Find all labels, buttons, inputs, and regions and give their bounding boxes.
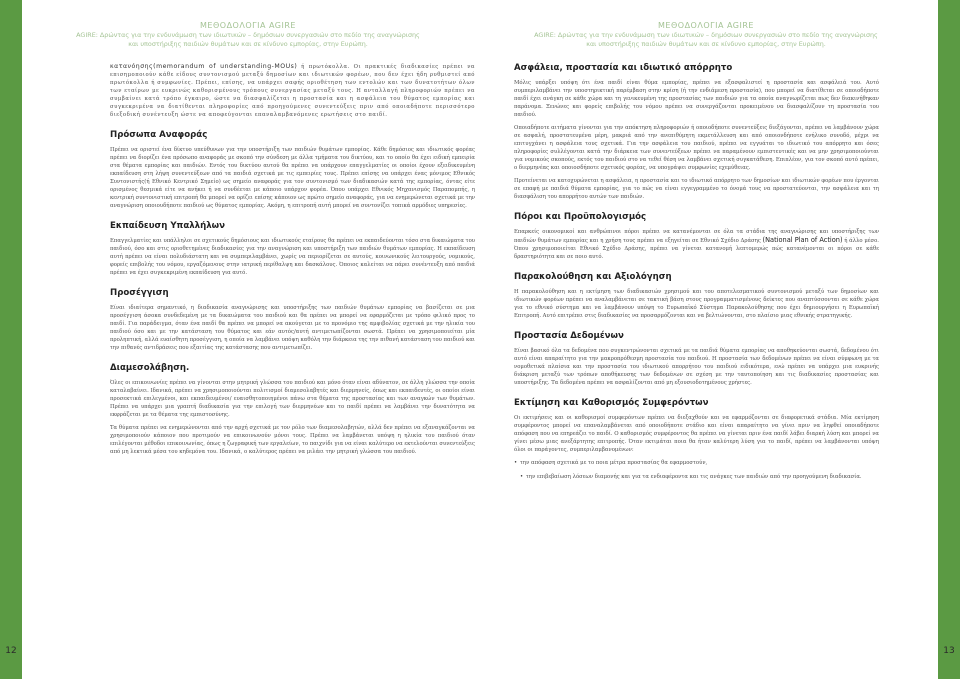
- section-paragraph: Όλες οι επικοινωνίες πρέπει να γίνονται στην μητρική γλώσσα του παιδιού και μόνο όταν είναι αδύνατον, σε άλλη γλώσσα την οποία καταλαβαίνει. Ιδανικά, πρέπει να χρησιμοποιούνται πολιτισμοί διαμεσολαβητές και διερμηνείς, όπως και εκπαιδευτές, οι οποίοι είναι προσεκτικά επιλεγμένοι, και εκπαιδευμένοι/ ευαισθητοποιημένοι πάνω στα θέματα της προστασίας και των αναγκών των θυμάτων. Πρέπει να υπάρχει μια γραπτή διαδικασία για την επιλογή των διερμηνέων και το παιδί πρέπει να λαμβάνει την δυνατότητα να εκφράζεται με τα θέματα της εμπιστοσύνης.: [110, 380, 475, 418]
- section-heading: Προστασία Δεδομένων: [514, 331, 624, 341]
- header-title: ΜΕΘΟΔΟΛΟΓΙΑ AGIRE: [200, 21, 296, 30]
- list-item: • την επιβεβαίωση λόσεων διαμονής και για τα ενδιαφέροντα και τις ανάγκες των παιδιών από την προηγούμενη διαδικασία.: [520, 473, 879, 481]
- header-subtitle-line1: AGIRE: Δρώντας για την ενδυνάμωση των ιδιωτικών – δημόσιων συνεργασιών στο πεδίο της αναγνώρισης: [534, 30, 878, 39]
- section-heading: Εκτίμηση και Καθορισμός Συμφερόντων: [514, 398, 709, 408]
- section-paragraph: Οποιαδήποτε αιτήματα γίνονται για την απόκτηση πληροφοριών ή οποιοδήποτε συνεντεύξεις διεξάγονται, πρέπει να λαμβάνουν χώρα σε ασφαλή, προστατευμένα μέρη, μακριά από την ανεπιθύμητη εκμετάλλευση και από οποιονδήποτε ενήλικο συνοδό, μέχρι να επιτυγχάνει η ασφάλεια τους σχετικά. Για την ασφάλεια του παιδιού, πρέπει να εγγυάται το ιδιωτικό του απόρρητο και όσες πληροφορίες συλλέγονται κατά την διάρκεια των συνεντεύξεων πρέπει να παραμένουν εμπιστευτικές και να μην χρησιμοποιούνται για νομικούς σκοπούς, εκτός του παιδιού στο να τεθεί θέση να λαμβάνει σχετική συγκατάθεση. Επιπλέον, για τον σκοπό αυτό πρέπει, ο διερμηνέας και οποιοσδήποτε σχετικός φορέας, να υπογράψει συμφωνίες εχεμύθειας.: [514, 125, 879, 171]
- header-subtitle-line2: και υποστήριξης παιδιών θυμάτων και σε κίνδυνο εμπορίας, στην Ευρώπη.: [128, 40, 368, 48]
- page-number-left: 12: [5, 646, 17, 656]
- section-heading: Εκπαίδευση Υπαλλήλων: [110, 221, 226, 231]
- left-page-column: [110, 63, 475, 461]
- national-plan-reference: (National Plan of Action): [762, 236, 843, 244]
- page-number-right: 13: [943, 646, 955, 656]
- section-heading: Παρακολούθηση και Αξιολόγηση: [514, 272, 672, 282]
- header-title: ΜΕΘΟΔΟΛΟΓΙΑ AGIRE: [658, 21, 754, 30]
- right-page-column: [514, 63, 879, 487]
- section-paragraph: Οι εκτιμήσεις και οι καθορισμοί συμφερόντων πρέπει να διεξαχθούν και να εφαρμόζονται σε διαφορετικά στάδια. Μία εκτίμηση συμφέροντος μπορεί να επαναλαμβάνεται από οποιοδήποτε στάδιο και είναι απαραίτητο να γίνει πριν να ληφθεί οποιαδήποτε απόφαση που να επηρεάζει το παιδί. Ο καθορισμός συμφέροντος θα πρέπει να γίνεται πριν ένα παιδί λάβει διαρκή λύση και μπορεί να γίνει μέσω μιας ανεξάρτητης επιτροπής. Όταν εκτιμάται ποια θα ήταν καλύτερη λύση για το παιδί, πρέπει να λαμβάνονται υπόψη όλοι οι παράγοντες, συμπεριλαμβανομένων:: [514, 415, 879, 453]
- bullet-list: [514, 459, 879, 481]
- resources-paragraph: [514, 228, 879, 261]
- section-paragraph: Είναι ιδιαίτερα σημαντικό, η διαδικασία αναγνώρισης και υποστήριξης των παιδιών θυμάτων εμπορίας να βασίζεται σε μια προσέγγιση άσοκα συνδεδεμένη με τα δικαιώματα του παιδιού και θα πρέπει να μπορεί να εφαρμόζεται με τρόπο φιλικό προς το παιδί. Για παράδειγμα, όταν ένα παιδί θα πρέπει να μπορεί να ακούγεται με το προνόμιο της αμφιβολίας σχετικά με την ηλικία του παιδιού όσο και με την κατάσταση του θύματος και εάν αυτός/αυτή αντιμετωπίζονται σωστά. Πρέπει να χρησιμοποιείται μία προληπτική, αλλά ευαίσθητη προσέγγιση, η οποία να λαμβάνει υπόψη καθόλη την διάρκεια της την πιθανή κατάσταση του παιδιού και την πιθανές αντιδράσεις που εξαιτίας της κατάστασης που αντιμετωπίζει.: [110, 305, 475, 351]
- section-heading: Πόροι και Προϋπολογισμός: [514, 212, 647, 222]
- intro-paragraph: [110, 63, 475, 119]
- section-paragraph: Επαγγελματίες και υπάλληλοι σε σχετικούς δημόσιους και ιδιωτικούς εταίρους θα πρέπει να εκπαιδεύονται τόσο στα δικαιώματα του παιδιού, όσο και στις οριοθετημένες διαδικασίες για την αναγνώριση και υποστήριξη των παιδιών θυμάτων εμπορίας. Η εκπαίδευση αυτή πρέπει να είναι πολυδιάστατη και να συμπεριλαμβάνει, χωρίς να περιορίζεται σε αυτούς, κοινωνικούς λειτουργούς, νομικούς, φορείς επιβολής του νόμου, εργαζόμενους στην ιατρική περίθαλψη και δασκάλους. Όποιος καλείται να πάρει συνέντευξη από παιδιά πρέπει να έχει συγκεκριμένη εκπαίδευση για αυτό.: [110, 238, 475, 276]
- resources-text-part2: ή άλλο μέσο. Όπου χρησιμοποιείται Εθνικό Σχέδιο Δράσης, πρέπει να γίνεται κατανομή λεπτομερώς πώς κατανέμονται οι πόροι σε κάθε δραστηριότητα και σε ποιο αυτό.: [514, 238, 879, 260]
- section-paragraph: Μόλις υπάρξει υπόψη ότι ένα παιδί είναι θύμα εμπορίας, πρέπει να εξασφαλιστεί η προστασία και ασφάλειά του. Αυτό συμπεριλαμβάνει την υποστηρικτική παρέμβαση στην κρίση (ή την ενδιάμεση προστασία), που μπορεί να διατίθεται σε οποιοδήποτε παιδί έχει ανάγκη σε κάθε χώρα και τη γενικευμένη της προστασίας των παιδιών για τα οποία αναγνωρίζεται πως δεν διακινήθηκαν παράνομα. Ξενώνες και φορείς επιβολής του νόμου πρέπει να συνεργάζονται προκειμένου να διασφαλίζουν τη προστασία του παιδιού.: [514, 80, 879, 118]
- section-heading: Ασφάλεια, προστασία και ιδιωτικό απόρρητο: [514, 63, 733, 73]
- resources-text-part1: Επαρκείς οικονομικοί και ανθρώπινοι πόροι πρέπει να κατανέμονται σε όλα τα στάδια της αναγνώρισης και υποστήριξης των παιδιών θυμάτων εμπορίας και η χρήση τους πρέπει να εξηγείται σε Εθνικό Σχέδιο Δράσης: [514, 229, 879, 244]
- header-subtitle-line2: και υποστήριξης παιδιών θυμάτων και σε κίνδυνο εμπορίας, στην Ευρώπη.: [586, 40, 826, 48]
- section-paragraph: Πρέπει να οριστεί ένα δίκτυο υπεύθυνων για την υποστήριξη των παιδιών θυμάτων εμπορίας. Κάθε δημόσιος και ιδιωτικός φορέας πρέπει να διορίζει ένα πρόσωπο αναφοράς με σκοπό την σύνδεση με άλλα τμήματα του δικτύου, και το οποίο θα έχει ειδική εμπειρία στα θέματα εμπορίας και παιδιών. Εντός του δικτύου αυτού θα πρέπει να υπάρχουν επαγγελματίες οι οποίοι έχουν εξειδικευμένη εκπαίδευση στη λήψη συνεντεύξεων από τα παιδιά σχετικά με τις εμπειρίες τους. Πρέπει επίσης να υπάρχει ένας μόνιμος Εθνικός Συντονιστής(ή Εθνικό Κεντρικό Σημείο) ως σημείο αναφοράς για τον συντονισμό των διαδικασιών κατά της εμπορίας, όντας είτε ορισμένος θεσμικά είτε να ανήκει ή να συνδέεται με κάποιο υπάρχον φορέα. Όπου υπάρχει Εθνικός Μηχανισμός Παραπομπής, η κεντρική συντονιστική επιτροπή θα μπορεί να ορίζει επίσης κάποιον ως πρώτο σημείο αναφοράς, για να ενημερώνεται σχετικά με την αναγνώριση οποιουδήποτε παιδιού ως θύματος εμπορίας. Ακόμη, η επιτροπή αυτή μπορεί να συντονίζει τοπικά αρμόδιες υπηρεσίες.: [110, 147, 475, 209]
- intro-opening-phrase: κατανόησης(memorandum of understanding-MOUs): [110, 63, 298, 70]
- section-paragraph: Είναι βασικό όλα τα δεδομένα που συγκεντρώνονται σχετικά με τα παιδιά θύματα εμπορίας να αποθηκεύονται σωστά, δεδομένου ότι αυτό είναι απαραίτητο για την μακροπρόθεσμη προστασία του παιδιού. Η προστασία των δεδομένων πρέπει να είναι σύμφωνη με τα νομοθετικά πλαίσια και την προστασία του ιδιωτικού απορρήτου του παιδιού ειδικότερα, ενώ πρέπει να υπάρχει μια ευκρινής διάκριση μεταξύ των τρόπων αποθήκευσης των δεδομένων σε σχέση με την ταυτοποίηση και τις διαδικασίες προστασίας και υποστήριξης. Τα δεδομένα πρέπει να ασφαλίζονται από μη εξουσιοδοτημένους χρήστες.: [514, 348, 879, 386]
- intro-text: ή πρωτόκολλα. Οι πρακτικές διαδικασίες πρέπει να επισημοποιούν κάθε είδους συντονισμού μεταξύ δημοσίων και ιδιωτικών φορέων, που δεν έχει ήδη ρυθμιστεί από πρωτόκολλα ή συμφωνίες. Πρέπει, επίσης, να υπάρχει σαφής οριοθέτηση των εντολών και των δυνατοτήτων όλων των εταίρων με ευκρινώς καθορισμένους τρόπους συνεργασίας μεταξύ τους. Η ανταλλαγή πληροφοριών πρέπει να συμβαίνει κατά τρόπο έγκαιρο, ώστε να διασφαλίζεται η προστασία και η ασφάλεια του θύματος εμπορίας και συγκεκριμένα να διατίθενται πληροφορίες από προηγούμενες συνεντεύξεις πριν από οποιαδήποτε περισσότερο διεξοδική συνέντευξη ώστε να αποφεύγονται επαναλαμβανόμενες ερωτήσεις στο παιδί.: [110, 64, 475, 118]
- list-item: • την απόφαση σχετικά με το ποια μέτρα προστασίας θα εφαρμοστούν,: [514, 459, 879, 467]
- section-paragraph: Προτείνεται να κατοχυρώνεται η ασφάλεια, η προστασία και το ιδιωτικό απόρρητο των δημοσίων και ιδιωτικών φορέων που έργονται σε επαφή με παιδιά θύματα εμπορίας, για το πώς να είναι εγγεγραμμένο το όνομά τους να προστατεύονται, την ασφάλεια και τη διασφάλιση του απορρήτου αυτών των παιδιών.: [514, 178, 879, 200]
- right-running-header: [496, 21, 916, 50]
- section-paragraph: Η παρακολούθηση και η εκτίμηση των διαδικασιών χρησιμού και του αποτελεσματικού συντονισμού μεταξύ των δημοσίων και ιδιωτικών φορέων πρέπει να αναλαμβάνεται σε τακτική βάση στους προγραμματισμένους δείκτες που αναπτύσσονται σε κάθε χώρα για το εθνικό σύστημα και να λαμβάνουν υπόψη το Ευρωπαϊκό Σύστημα Παρακολούθησης που έχει δημιουργήσει η Ευρωπαϊκή Επιτροπή. Αυτό επιτρέπει στις διαδικασίες να προσαρμόζονται και να βελτιώνονται, στο πλαίσιο μιας εθνικής στρατηγικής.: [514, 289, 879, 319]
- section-heading: Προσέγγιση: [110, 288, 169, 298]
- section-paragraph: Τα θύματα πρέπει να ενημερώνονται από την αρχή σχετικά με τον ρόλο των διαμεσολαβητών, αλλά δεν πρέπει να εξαναγκάζονται να χρησιμοποιούν κάποιον που προτιμούν να επικοινωνούν μόνοι τους. Πρέπει να λαμβάνεται υπόψη η ηλικία του παιδιού όταν επιλέγονται μέθοδοι επικοινωνίας, όπως η ζωγραφική των εργαλείων, το παιχνίδι για να είναι καλύτερο να εκτελούνται συνεντεύξεις από μη λεκτικά μέσα του κηδεμόνα του. Ιδανικά, ο καλύτερος πρέπει να μιλάει την μητρική γλώσσα του παιδιού.: [110, 425, 475, 455]
- left-page-sidebar: [0, 0, 22, 679]
- right-page-sidebar: [938, 0, 960, 679]
- left-running-header: [38, 21, 458, 50]
- header-subtitle-line1: AGIRE: Δρώντας για την ενδυνάμωση των ιδιωτικών – δημόσιων συνεργασιών στο πεδίο της αναγνώρισης: [76, 30, 420, 39]
- section-heading: Πρόσωπα Αναφοράς: [110, 130, 208, 140]
- section-heading: Διαμεσολάβηση.: [110, 363, 190, 373]
